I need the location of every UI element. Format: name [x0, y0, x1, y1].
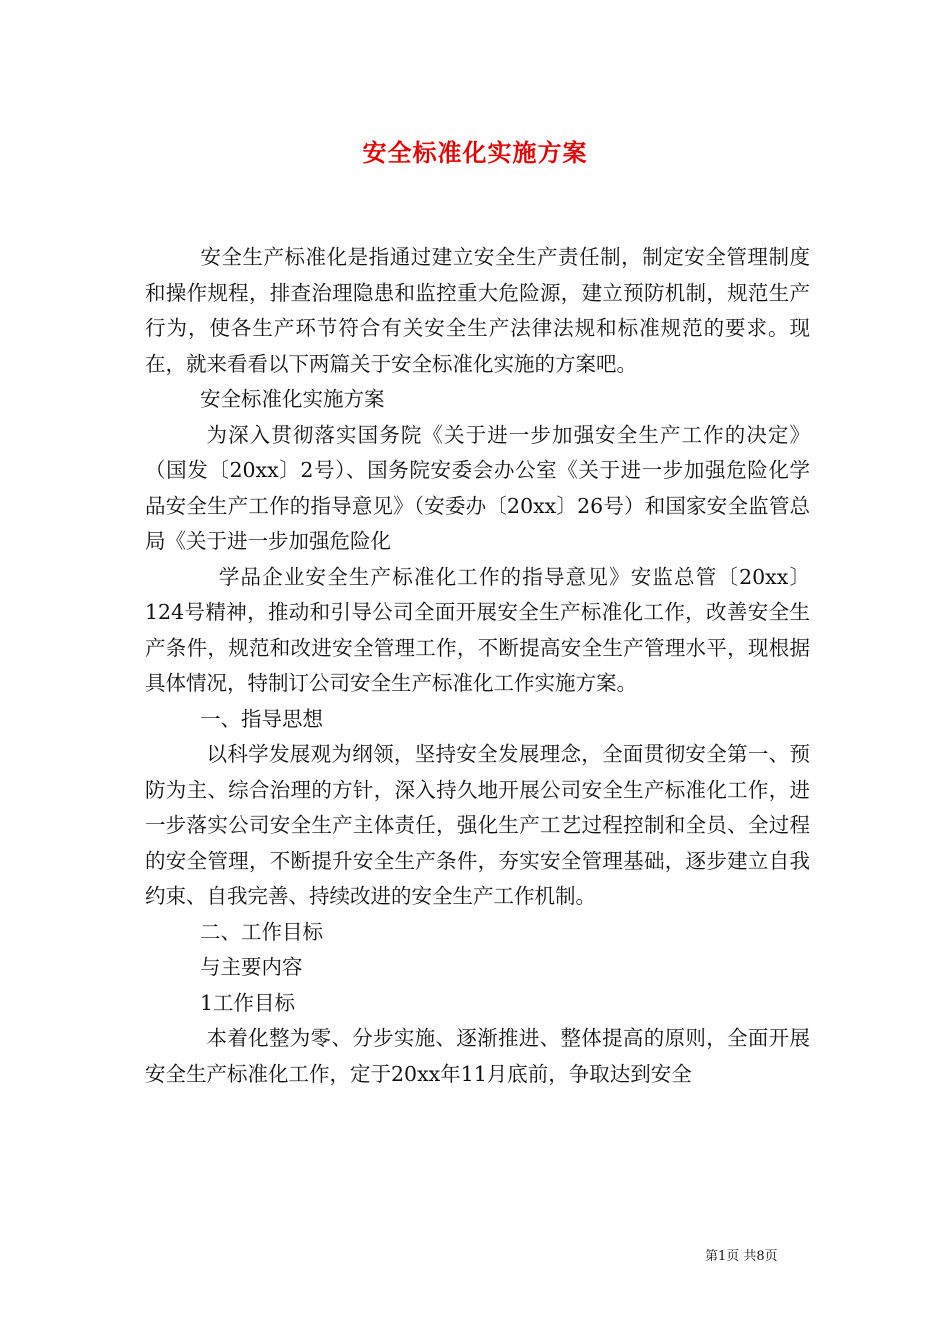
section-title: 安全标准化实施方案 — [200, 387, 385, 411]
paragraph-guiding-ideology: 以科学发展观为纲领，坚持安全发展理念，全面贯彻安全第一、预防为主、综合治理的方针，深入持久地开展公司安全生产标准化工作，进一步落实公司安全生产主体责任，强化生产工艺过程控制和全员、全过程的安全管理，不断提升安全生产条件，夯实安全管理基础，逐步建立自我约束、自我完善、持续改进的安全生产工作机制。 — [145, 742, 810, 908]
page-number-footer: 第1页 共8页 — [705, 1249, 778, 1264]
paragraph-basis: 为深入贯彻落实国务院《关于进一步加强安全生产工作的决定》（国发〔20xx〕2号）、国务院安委会办公室《关于进一步加强危险化学品安全生产工作的指导意见》（安委办〔20xx〕26号）和国家安全监管总局《关于进一步加强危险化 — [145, 422, 810, 553]
document-title: 安全标准化实施方案 — [362, 138, 588, 167]
intro-paragraph: 安全生产标准化是指通过建立安全生产责任制，制定安全管理制度和操作规程，排查治理隐患和监控重大危险源，建立预防机制，规范生产行为，使各生产环节符合有关安全生产法律法规和标准规范的要求。现在，就来看看以下两篇关于安全标准化实施的方案吧。 — [145, 245, 810, 376]
paragraph-work-goal: 本着化整为零、分步实施、逐渐推进、整体提高的原则，全面开展安全生产标准化工作，定于20xx年11月底前，争取达到安全 — [145, 1026, 810, 1086]
paragraph-basis-continued: 学品企业安全生产标准化工作的指导意见》安监总管〔20xx〕124号精神，推动和引导公司全面开展安全生产标准化工作，改善安全生产条件，规范和改进安全管理工作，不断提高安全生产管理水平，现根据具体情况，特制订公司安全生产标准化工作实施方案。 — [145, 564, 810, 695]
heading-main-content: 与主要内容 — [200, 955, 303, 979]
heading-guiding-ideology: 一、指导思想 — [200, 706, 323, 731]
heading-work-goal-1: 1工作目标 — [200, 990, 296, 1015]
heading-work-goals: 二、工作目标 — [200, 919, 323, 944]
document-body — [145, 240, 810, 1092]
